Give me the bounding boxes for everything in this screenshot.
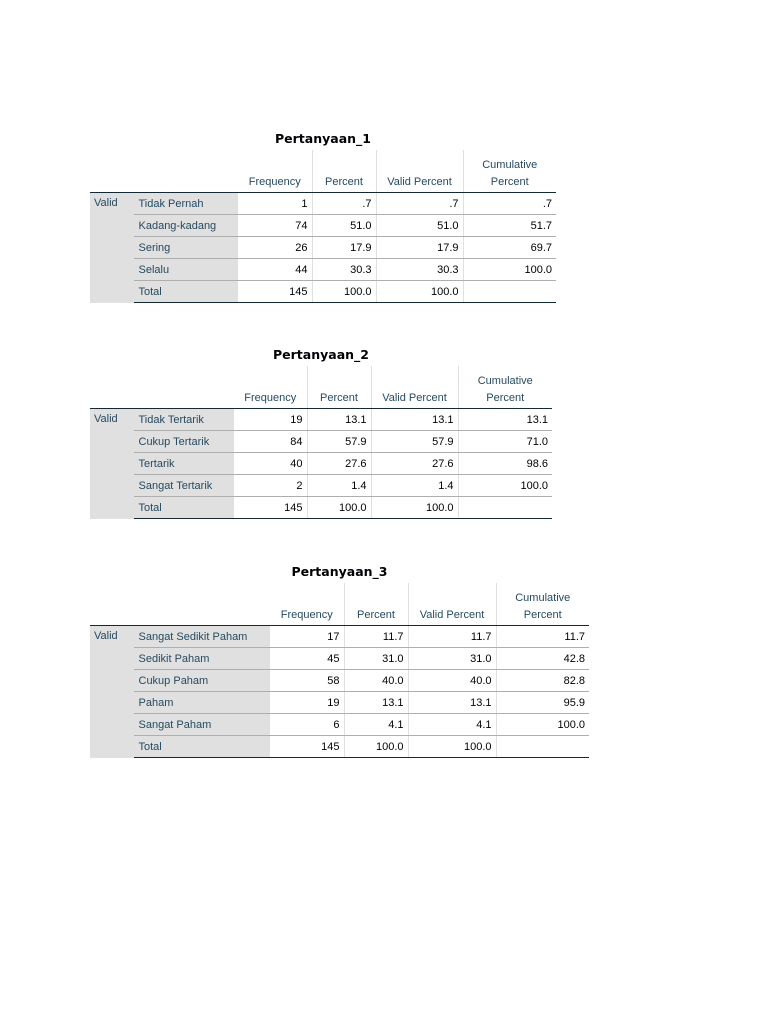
cell-valid-percent: 30.3: [376, 259, 463, 281]
cell-percent: 100.0: [312, 281, 376, 303]
cell-cumulative: 100.0: [463, 259, 556, 281]
header-blank: [90, 171, 134, 193]
cell-frequency: 145: [270, 736, 344, 758]
cell-frequency: 45: [270, 648, 344, 670]
frequency-table: [90, 150, 556, 303]
table-row: [90, 237, 556, 259]
cell-valid-percent: 31.0: [408, 648, 496, 670]
cell-valid-percent: 17.9: [376, 237, 463, 259]
header-cumulative-line1: Cumulative: [496, 583, 589, 604]
cell-cumulative: 69.7: [463, 237, 556, 259]
table-row: [90, 453, 552, 475]
table-title: Pertanyaan_2: [273, 347, 369, 362]
cell-frequency: 2: [234, 475, 307, 497]
header-frequency: Frequency: [270, 604, 344, 626]
row-label: Sangat Paham: [134, 714, 270, 736]
valid-group-label: Valid: [90, 626, 134, 758]
header-blank: [408, 583, 496, 604]
cell-valid-percent: 27.6: [371, 453, 458, 475]
table-row: [90, 409, 552, 431]
frequency-table-pertanyaan-3: [90, 563, 589, 758]
header-blank: [344, 583, 408, 604]
cell-percent: 13.1: [344, 692, 408, 714]
header-frequency: Frequency: [238, 171, 312, 193]
header-blank: [90, 150, 134, 171]
cell-cumulative: 13.1: [458, 409, 552, 431]
header-blank: [134, 171, 238, 193]
table-row: [90, 648, 589, 670]
row-label: Total: [134, 736, 270, 758]
row-label: Sangat Tertarik: [134, 475, 234, 497]
header-cumulative-line1: Cumulative: [458, 366, 552, 387]
cell-cumulative: 100.0: [458, 475, 552, 497]
table-row: [90, 670, 589, 692]
row-label: Sedikit Paham: [134, 648, 270, 670]
cell-cumulative: 98.6: [458, 453, 552, 475]
valid-group-label: Valid: [90, 409, 134, 519]
table-row: [90, 626, 589, 648]
cell-valid-percent: 100.0: [371, 497, 458, 519]
header-blank: [134, 583, 270, 604]
cell-cumulative: 71.0: [458, 431, 552, 453]
header-frequency: Frequency: [234, 387, 307, 409]
header-blank: [134, 604, 270, 626]
cell-valid-percent: 100.0: [408, 736, 496, 758]
header-blank: [134, 150, 238, 171]
cell-percent: 57.9: [307, 431, 371, 453]
cell-frequency: 19: [234, 409, 307, 431]
row-label: Cukup Paham: [134, 670, 270, 692]
header-percent: Percent: [307, 387, 371, 409]
valid-group-label: Valid: [90, 193, 134, 303]
cell-valid-percent: 40.0: [408, 670, 496, 692]
header-blank: [312, 150, 376, 171]
row-label: Sering: [134, 237, 238, 259]
cell-valid-percent: 13.1: [408, 692, 496, 714]
row-label: Sangat Sedikit Paham: [134, 626, 270, 648]
cell-frequency: 1: [238, 193, 312, 215]
cell-percent: .7: [312, 193, 376, 215]
table-row: [90, 431, 552, 453]
cell-valid-percent: 11.7: [408, 626, 496, 648]
table-row: [90, 714, 589, 736]
row-label: Cukup Tertarik: [134, 431, 234, 453]
header-cumulative-line1: Cumulative: [463, 150, 556, 171]
cell-percent: 27.6: [307, 453, 371, 475]
header-blank: [90, 583, 134, 604]
header-blank: [234, 366, 307, 387]
cell-cumulative: [463, 281, 556, 303]
cell-percent: 51.0: [312, 215, 376, 237]
cell-percent: 31.0: [344, 648, 408, 670]
cell-frequency: 145: [234, 497, 307, 519]
cell-cumulative: .7: [463, 193, 556, 215]
header-blank: [90, 366, 134, 387]
header-percent: Percent: [344, 604, 408, 626]
row-label: Total: [134, 497, 234, 519]
cell-cumulative: [458, 497, 552, 519]
cell-cumulative: 95.9: [496, 692, 589, 714]
cell-percent: 1.4: [307, 475, 371, 497]
cell-valid-percent: 100.0: [376, 281, 463, 303]
cell-percent: 11.7: [344, 626, 408, 648]
frequency-table: [90, 583, 589, 758]
cell-cumulative: 42.8: [496, 648, 589, 670]
cell-percent: 30.3: [312, 259, 376, 281]
cell-frequency: 74: [238, 215, 312, 237]
header-cumulative-line2: Percent: [463, 171, 556, 193]
cell-valid-percent: 51.0: [376, 215, 463, 237]
row-label: Tidak Tertarik: [134, 409, 234, 431]
header-blank: [371, 366, 458, 387]
cell-frequency: 40: [234, 453, 307, 475]
table-row: [90, 193, 556, 215]
cell-percent: 100.0: [307, 497, 371, 519]
header-valid-percent: Valid Percent: [408, 604, 496, 626]
cell-percent: 100.0: [344, 736, 408, 758]
frequency-table: [90, 366, 552, 519]
cell-percent: 4.1: [344, 714, 408, 736]
table-row: [90, 215, 556, 237]
cell-percent: 13.1: [307, 409, 371, 431]
cell-frequency: 17: [270, 626, 344, 648]
row-label: Tidak Pernah: [134, 193, 238, 215]
header-blank: [134, 387, 234, 409]
table-row-total: [90, 281, 556, 303]
row-label: Total: [134, 281, 238, 303]
cell-frequency: 58: [270, 670, 344, 692]
cell-frequency: 44: [238, 259, 312, 281]
frequency-table-pertanyaan-2: [90, 346, 552, 519]
row-label: Paham: [134, 692, 270, 714]
table-row-total: [90, 736, 589, 758]
header-valid-percent: Valid Percent: [371, 387, 458, 409]
cell-frequency: 19: [270, 692, 344, 714]
cell-cumulative: 82.8: [496, 670, 589, 692]
cell-frequency: 145: [238, 281, 312, 303]
frequency-table-pertanyaan-1: [90, 130, 556, 303]
table-row: [90, 692, 589, 714]
cell-valid-percent: .7: [376, 193, 463, 215]
header-valid-percent: Valid Percent: [376, 171, 463, 193]
cell-valid-percent: 13.1: [371, 409, 458, 431]
cell-cumulative: 51.7: [463, 215, 556, 237]
cell-valid-percent: 4.1: [408, 714, 496, 736]
table-row: [90, 259, 556, 281]
header-blank: [134, 366, 234, 387]
cell-cumulative: 11.7: [496, 626, 589, 648]
table-title: Pertanyaan_1: [275, 131, 371, 146]
table-row: [90, 475, 552, 497]
cell-cumulative: 100.0: [496, 714, 589, 736]
cell-percent: 40.0: [344, 670, 408, 692]
row-label: Tertarik: [134, 453, 234, 475]
cell-valid-percent: 57.9: [371, 431, 458, 453]
cell-frequency: 26: [238, 237, 312, 259]
row-label: Selalu: [134, 259, 238, 281]
header-percent: Percent: [312, 171, 376, 193]
row-label: Kadang-kadang: [134, 215, 238, 237]
cell-percent: 17.9: [312, 237, 376, 259]
cell-cumulative: [496, 736, 589, 758]
header-blank: [270, 583, 344, 604]
cell-valid-percent: 1.4: [371, 475, 458, 497]
header-cumulative-line2: Percent: [496, 604, 589, 626]
header-blank: [90, 604, 134, 626]
header-blank: [90, 387, 134, 409]
header-blank: [376, 150, 463, 171]
cell-frequency: 84: [234, 431, 307, 453]
table-title: Pertanyaan_3: [291, 564, 388, 579]
header-cumulative-line2: Percent: [458, 387, 552, 409]
header-blank: [238, 150, 312, 171]
cell-frequency: 6: [270, 714, 344, 736]
header-blank: [307, 366, 371, 387]
table-row-total: [90, 497, 552, 519]
